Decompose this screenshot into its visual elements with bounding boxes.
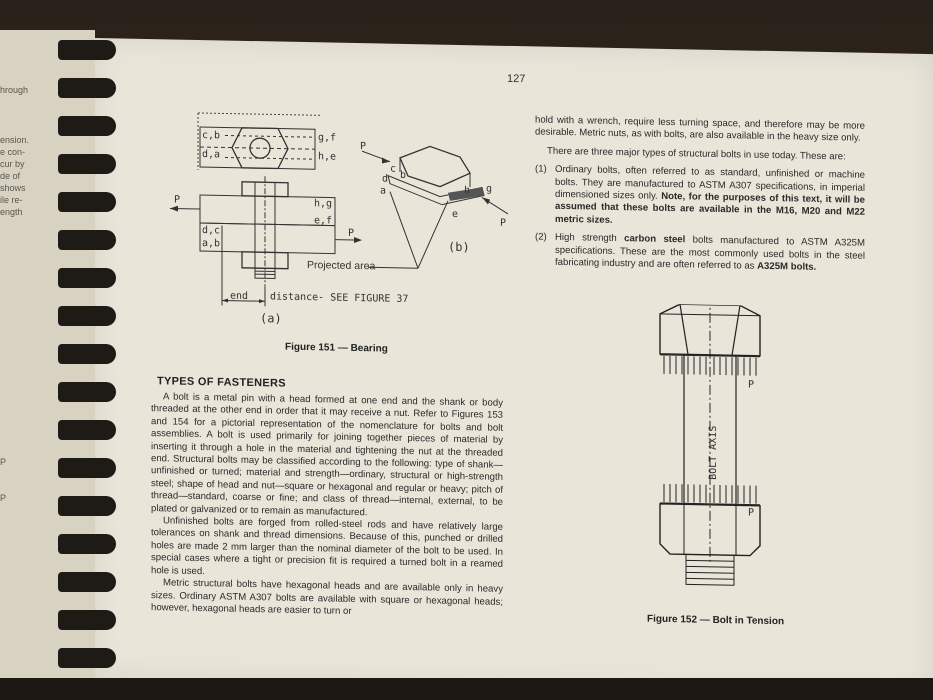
binding-ring <box>58 610 116 630</box>
spiral-binding <box>58 38 118 678</box>
label-gf: g,f <box>318 132 337 144</box>
right-column <box>535 114 865 275</box>
label-P-bottom: P <box>748 507 755 519</box>
binding-ring <box>58 116 116 136</box>
item1-text: Ordinary bolts, often referred to as standard, unfinished or machine bolts. They are manufactured to ASTM A307 specifications, in imperial dimensioned sizes only. <box>555 164 865 202</box>
book-page <box>95 38 933 694</box>
projected-area-label: Projected area <box>307 259 376 273</box>
label-he: h,e <box>318 151 337 163</box>
list-number: (1) <box>535 163 547 175</box>
label-end: end <box>230 290 249 302</box>
label-hg: h,g <box>314 198 333 210</box>
label-ab: a,b <box>202 238 221 250</box>
label-b-b: b <box>400 169 407 181</box>
binding-ring <box>58 648 116 668</box>
list-item-ordinary-bolts <box>535 164 865 232</box>
label-da: d,a <box>202 149 221 161</box>
label-P-left: P <box>174 194 181 206</box>
left-snippet: cur by <box>0 159 25 169</box>
left-snippet: hrough <box>0 85 29 95</box>
left-column <box>151 391 503 621</box>
binding-ring <box>58 154 116 174</box>
label-b-h: h <box>464 185 471 197</box>
binding-ring <box>58 306 116 326</box>
label-b-c: c <box>390 163 397 175</box>
binding-ring <box>58 458 116 478</box>
binding-ring <box>58 534 116 554</box>
item1-note: Note, for the purposes of this text, it will be assumed that these bolts are available in the M16, M20 and M22 metric sizes. <box>555 190 866 226</box>
item2-bold-carbon: carbon steel <box>624 233 686 246</box>
left-snippet: ension. <box>0 135 30 145</box>
list-number: (2) <box>535 231 547 243</box>
label-b-g: g <box>486 183 493 195</box>
page-number: 127 <box>507 72 526 86</box>
label-P-right: P <box>348 227 355 239</box>
label-dc: d,c <box>202 225 221 237</box>
left-snippet: de of <box>0 171 21 181</box>
paragraph-types-intro: There are three major types of structural bolts in use today. These are: <box>547 145 846 163</box>
figure-152-diagram <box>650 304 770 606</box>
label-b-e: e <box>452 208 459 220</box>
left-snippet: P <box>0 493 7 503</box>
binding-ring <box>58 496 116 516</box>
bolt-axis-label: BOLT AXIS <box>708 425 719 480</box>
label-b-d: d <box>382 173 389 185</box>
paragraph-intro: hold with a wrench, require less turning space, and therefore may be more desirable. Metric nuts, as with bolts, are also available in the heavy size only. <box>535 114 865 145</box>
item2-mid: bolts manufactured to ASTM A325M specifications. These are the most commonly used bolts in the steel fabricating industry and are often referred to as <box>555 234 865 272</box>
figure-152-caption: Figure 152 — Bolt in Tension <box>647 613 785 628</box>
item2-bold-a325m: A325M bolts. <box>757 260 817 273</box>
binding-ring <box>58 192 116 212</box>
binding-ring <box>58 382 116 402</box>
left-snippet: e con- <box>0 147 26 157</box>
paragraph-unfinished-bolts: Unfinished bolts are forged from rolled-steel rods and have relatively large tolerances on shank and thread dimensions. Because of this, punched or drilled holes are made 2 mm larger than the nominal diameter of the bolt to be used. In special cases where a tight or precision fit is required a turned bolt in a reamed hole is used. <box>151 515 503 577</box>
binding-ring <box>58 268 116 288</box>
page-bottom-shadow <box>0 678 933 700</box>
left-snippet: ile re- <box>0 195 23 205</box>
binding-ring <box>58 230 116 250</box>
paragraph-bolt-definition: A bolt is a metal pin with a head formed at one end and the shank or body threaded at the other end in order that it may receive a nut. Refer to Figures 153 and 154 for a pictorial representation of the nomenclature for bolts and bolt assemblies. A bolt is used primarily for joining together pieces of material by inserting it through a hole in the material and tightening the nut at the threaded end. Structural bolts may be classified according to the following: type of shank—unfinished or turned; material and strength—ordinary, structural or high-strength steel; shape of head and nut—square or hexagonal and regular or heavy; pitch of thread—standard, coarse or fine; and class of thread—internal, external, to be plated or galvanized or to remain as manufactured. <box>151 391 503 518</box>
binding-ring <box>58 40 116 60</box>
paragraph-metric-bolts: Metric structural bolts have hexagonal heads and are available only in heavy sizes. Ordinary ASTM A307 bolts are available with square or hexagonal heads; however, hexagonal heads are easier to turn or <box>151 577 503 617</box>
label-b: (b) <box>448 239 470 255</box>
binding-ring <box>58 78 116 98</box>
label-P-b2: P <box>500 217 507 229</box>
binding-ring <box>58 420 116 440</box>
label-cb: c,b <box>202 130 221 142</box>
left-snippet: shows <box>0 183 26 193</box>
item2-pre: High strength <box>555 232 617 245</box>
label-P-top: P <box>748 379 755 391</box>
label-a: (a) <box>260 311 282 326</box>
left-snippet: P <box>0 457 7 467</box>
binding-ring <box>58 344 116 364</box>
label-P-b1: P <box>360 141 367 153</box>
label-ef: e,f <box>314 215 333 227</box>
list-item-high-strength-bolts <box>535 232 865 276</box>
figure-151b-diagram <box>360 141 510 284</box>
types-heading: TYPES OF FASTENERS <box>157 375 286 390</box>
binding-ring <box>58 572 116 592</box>
label-b-a: a <box>380 185 387 197</box>
figure-151-caption: Figure 151 — Bearing <box>285 341 388 355</box>
left-snippet: ength <box>0 207 23 217</box>
label-distance: distance- SEE FIGURE 37 <box>270 291 409 306</box>
